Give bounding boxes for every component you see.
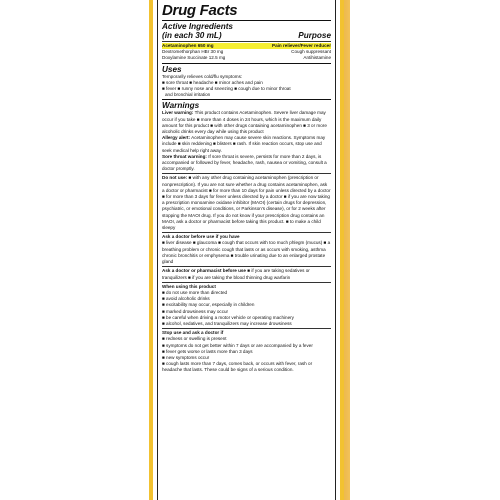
active-ingredient-list [162,43,331,62]
stop-use-item: ■ new symptoms occur [162,354,210,360]
donot-rule [162,173,331,174]
askpharm-rule [162,266,331,267]
liver-warning-text: This product contains Acetaminophen. Severe liver damage may occur if you take ■ more than 4 doses in 24 hours, which is the maximum daily amount for this product ■ with other drugs containing acetaminophen ■ 3 or more alcoholic drinks every day while using this product [162,110,327,135]
ingredient-name: Dextromethorphan HBr 30 mg [162,49,224,55]
when-using-label: When using this product [162,283,216,289]
title-rule [162,20,331,21]
when-using-item: ■ avoid alcoholic drinks [162,296,210,302]
when-rule [162,282,331,283]
ingredient-purpose: Cough suppressant [291,49,331,55]
warnings-heading: Warnings [162,101,200,111]
allergy-alert-label: Allergy alert: [162,135,191,141]
uses-rule [162,63,331,64]
when-using-item: ■ alcohol, sedatives, and tranquilizers may increase drowsiness [162,320,292,326]
drug-facts-inner [157,0,336,500]
ask-pharmacist-label: Ask a doctor or pharmacist before use [162,268,246,274]
liver-warning [162,110,331,135]
sore-throat-label: Sore throat warning: [162,153,207,159]
do-not-use [162,175,331,231]
stop-use-item: ■ symptoms do not get better within 7 days or are accompanied by a fever [162,342,313,348]
warnings-rule [162,99,331,100]
stop-use-list [162,336,331,373]
do-not-use-text: ■ with any other drug containing acetaminophen (prescription or nonprescription). If you are not sure whether a drug contains acetaminophen, ask a doctor or pharmacist ■ for more than 10 days for pain unless directed by a doctor ■ for more than 3 days for fever unless directed by a doctor ■ if you are now taking a prescription monoamine oxidase inhibitor (MAOI) (certain drugs for depression, psychiatric, or emotional conditions, or Parkinson's disease), or for 2 weeks after stopping the MAOI drug. If you do not know if your prescription drug contains an MAOI, ask a doctor or pharmacist before taking this product. ■ to make a child sleepy [162,175,331,231]
ask-pharmacist [162,268,331,280]
stop-use-label: Stop use and ask a doctor if [162,330,224,336]
active-ingredient-row [162,55,331,61]
uses-line-2: ■ fever ■ runny nose and sneezing ■ cough due to minor throat [162,86,291,92]
right-margin [350,0,500,500]
allergy-alert-text: Acetaminophen may cause severe skin reactions. Symptoms may include ■ skin reddening ■ blisters ■ rash. If skin reaction occurs, stop use and seek medical help right away. [162,135,326,153]
drug-facts-title: Drug Facts [162,2,238,19]
uses-intro: Temporarily relieves cold/flu symptoms: [162,73,243,79]
ask-doctor-label: Ask a doctor before use if you have [162,234,240,240]
ask-rule [162,232,331,233]
ingredient-name: Acetaminophen 650 mg [162,43,214,48]
active-rule [162,41,331,42]
ask-pharmacist-text: ■ if you are taking sedatives or tranquilizers ■ if you are taking the blood thinning drug warfarin [162,268,310,280]
drug-facts-panel [149,0,344,500]
when-using-item: ■ do not use more than directed [162,289,228,295]
active-heading-2: (in each 30 mL) [162,31,222,40]
purpose-heading: Purpose [298,31,331,40]
liver-warning-label: Liver warning: [162,110,194,116]
ingredient-purpose: Pain reliever/Fever reducer [272,43,331,48]
uses-heading: Uses [162,64,182,74]
ingredient-name: Doxylamine Succinate 12.5 mg [162,55,226,61]
uses-line-3: and bronchial irritation [165,92,211,98]
stop-use-item: ■ fever gets worse or lasts more than 3 days [162,348,253,354]
do-not-use-label: Do not use: [162,175,188,181]
left-margin [0,0,150,500]
allergy-alert [162,135,331,154]
stop-rule [162,328,331,329]
sore-throat-warning [162,154,331,173]
stop-use-item: ■ redness or swelling is present [162,336,227,342]
ask-doctor-text: ■ liver disease ■ glaucoma ■ cough that occurs with too much phlegm (mucus) ■ a breathing problem or chronic cough that lasts or as occurs with smoking, asthma chronic bronchitis or emphysema ■ trouble urinating due to an enlarged prostate gland [162,240,331,265]
uses-line-1: ■ sore throat ■ headache ■ minor aches and pain [162,79,263,85]
active-heading-1: Active Ingredients [162,22,233,31]
stop-use-item: ■ cough lasts more than 7 days, comes back, or occurs with fever, rash or headache that lasts. These could be signs of a serious condition. [162,361,313,373]
when-using-item: ■ be careful when driving a motor vehicle or operating machinery [162,314,294,320]
ingredient-purpose: Antihistamine [303,55,331,61]
active-heading-row [162,31,331,40]
when-using-item: ■ excitability may occur, especially in children [162,302,255,308]
when-using-item: ■ marked drowsiness may occur [162,308,229,314]
when-using-list [162,290,331,327]
sore-throat-text: If sore throat is severe, persists for more than 2 days, is accompanied or followed by fever, headache, rash, nausea or vomiting, consult a doctor promptly. [162,153,327,172]
